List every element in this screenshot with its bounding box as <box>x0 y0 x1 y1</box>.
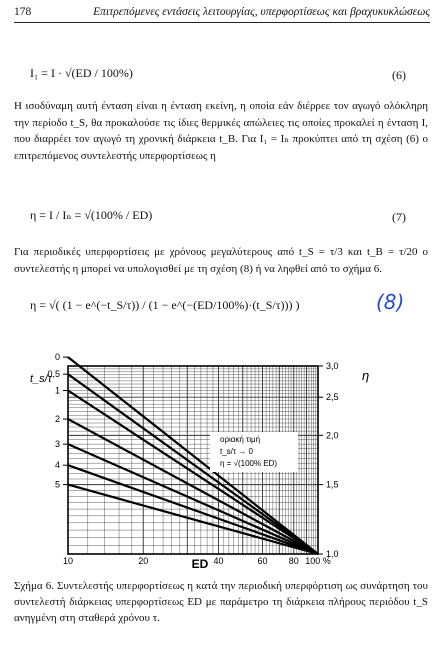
series-line-5 <box>68 485 318 554</box>
page-number: 178 <box>14 6 32 18</box>
y-left-tick-label: 4 <box>54 460 60 471</box>
x-tick-label: 20 <box>138 556 149 566</box>
figure-caption: Σχήμα 6. Συντελεστής υπερφορτίσεως η κατά την περιοδική υπερφόρτιση ως συνάρτηση του συντελεστή διάρκειας υπερφορτίσεως ED με παράμετρο τη διάρκεια πλήρους περιόδου t_S ανηγμένη στη σταθερά χρόνου τ. <box>14 580 428 624</box>
x-axis-label: ED <box>191 557 209 570</box>
handwritten-equation-mark: (8) <box>376 290 405 314</box>
y-left-tick-label: 0,5 <box>47 369 60 380</box>
y-left-tick-label: 3 <box>54 439 60 450</box>
y-right-axis-label: η <box>362 368 370 383</box>
equation-6-number: (6) <box>392 68 406 82</box>
y-left-tick-label: 0 <box>54 352 60 363</box>
y-left-tick-label: 5 <box>54 479 60 490</box>
overload-factor-chart <box>10 352 430 570</box>
paragraph-1: Η ισοδύναμη αυτή ένταση είναι η ένταση εκείνη, η οποία εάν διέρρεε τον αγωγό ολόκληρη την περίοδο t_S, θα προκαλούσε τις ίδιες θερμικές απώλειες τις οποίες προκαλεί η ένταση I, που διαρρέει τον αγωγό τη χρονική διάρκεια t_B. Για I₁ = Iₙ προκύπτει από τη σχέση (6) ο επιτρεπόμενος συντελεστής υπερφορτίσεως η <box>14 100 428 162</box>
inset-line-3: η = √(100% ED) <box>220 459 278 468</box>
y-right-tick-label: 3,0 <box>326 361 339 371</box>
y-left-tick-label: 2 <box>54 414 60 425</box>
equation-7-number: (7) <box>392 210 406 224</box>
y-right-tick-labels <box>318 361 339 559</box>
x-tick-label: 60 <box>257 556 268 566</box>
x-tick-label: 100 % <box>305 556 331 566</box>
running-title: Επιτρεπόμενες εντάσεις λειτουργίας, υπερφορτίσεως και βραχυκυκλώσεως <box>93 6 430 18</box>
equation-6: I₁ = I · √(ED / 100%) <box>30 66 133 80</box>
page-header <box>14 6 430 23</box>
y-right-tick-label: 1,5 <box>326 479 339 490</box>
equation-8: η = √( (1 − e^(−t_S/τ)) / (1 − e^(−(ED/100%)·(t_S/τ))) ) <box>30 298 300 312</box>
x-tick-label: 40 <box>213 556 224 566</box>
paragraph-2: Για περιοδικές υπερφορτίσεις με χρόνους μεγαλύτερους από t_S = τ/3 και t_B = τ/20 ο συντελεστής η μπορεί να υπολογισθεί με τη σχέση (8) ή να ληφθεί από το σχήμα 6. <box>14 246 428 275</box>
y-left-axis-label: t_s/τ <box>30 373 52 385</box>
y-right-tick-label: 2,0 <box>326 430 339 441</box>
equation-7: η = I / Iₙ = √(100% / ED) <box>30 208 153 222</box>
inset-line-2: t_s/τ → 0 <box>220 447 253 456</box>
series-line-4 <box>68 465 318 554</box>
y-right-tick-label: 1,0 <box>326 549 339 559</box>
series-line-1 <box>68 390 318 554</box>
y-right-tick-label: 2,5 <box>326 392 339 403</box>
inset-line-1: οριακή τιμή <box>220 435 261 444</box>
y-left-tick-label: 1 <box>54 385 60 396</box>
x-tick-label: 80 <box>288 556 299 566</box>
x-tick-label: 10 <box>62 556 74 566</box>
